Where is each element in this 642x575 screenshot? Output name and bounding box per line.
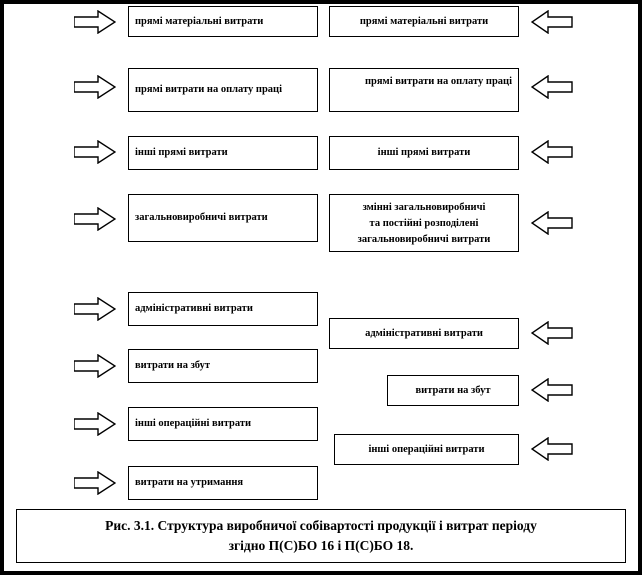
left-box-selling-costs xyxy=(128,349,318,383)
left-box-label: загальновиробничі витрати xyxy=(135,212,268,224)
arrow-right-icon xyxy=(74,412,116,436)
arrow-left-icon xyxy=(531,140,573,164)
arrow-left-icon xyxy=(531,211,573,235)
arrow-right-icon xyxy=(74,297,116,321)
right-box-direct-labor-costs xyxy=(329,68,519,112)
left-box-overhead-costs xyxy=(128,194,318,242)
right-box-label: інші операційні витрати xyxy=(368,443,485,455)
right-box-label: адміністративні витрати xyxy=(365,327,483,339)
left-box-other-direct-costs xyxy=(128,136,318,170)
right-box-variable-and-allocated-overheads xyxy=(329,194,519,252)
arrow-left-icon xyxy=(531,437,573,461)
right-box-other-operating-costs xyxy=(334,434,519,465)
diagram-canvas xyxy=(4,4,638,571)
left-box-label: адміністративні витрати xyxy=(135,303,253,315)
arrow-right-icon xyxy=(74,140,116,164)
left-box-label: прямі матеріальні витрати xyxy=(135,15,264,27)
right-box-label-line2: та постійні розподілені xyxy=(369,217,479,229)
right-box-direct-material-costs xyxy=(329,6,519,37)
right-box-label-line1: змінні загальновиробничі xyxy=(362,202,486,213)
arrow-left-icon xyxy=(531,321,573,345)
arrow-right-icon xyxy=(74,471,116,495)
left-box-label: інші операційні витрати xyxy=(135,418,252,430)
right-box-label-line3: загальновиробничі витрати xyxy=(357,233,491,245)
left-box-maintenance-costs xyxy=(128,466,318,500)
arrow-right-icon xyxy=(74,207,116,231)
right-box-selling-costs xyxy=(387,375,519,406)
left-box-administrative-costs xyxy=(128,292,318,326)
left-box-label: прямі витрати на оплату праці xyxy=(135,84,283,96)
arrow-right-icon xyxy=(74,75,116,99)
arrow-left-icon xyxy=(531,378,573,402)
right-box-label: прямі матеріальні витрати xyxy=(359,15,489,27)
left-box-label: витрати на збут xyxy=(135,360,211,372)
right-box-label: прямі витрати на оплату праці xyxy=(364,76,512,87)
right-box-other-direct-costs xyxy=(329,136,519,170)
arrow-left-icon xyxy=(531,75,573,99)
left-box-other-operating-costs xyxy=(128,407,318,441)
left-box-direct-labor-costs xyxy=(128,68,318,112)
arrow-left-icon xyxy=(531,10,573,34)
left-box-label: витрати на утримання xyxy=(135,477,244,489)
figure-caption xyxy=(16,509,626,563)
right-box-administrative-costs xyxy=(329,318,519,349)
left-box-direct-material-costs xyxy=(128,6,318,37)
caption-line-1: Рис. 3.1. Структура виробничої собівартості продукції і витрат періоду xyxy=(105,518,537,534)
right-box-label: інші прямі витрати xyxy=(377,147,471,159)
arrow-right-icon xyxy=(74,10,116,34)
right-box-label: витрати на збут xyxy=(415,384,491,396)
arrow-right-icon xyxy=(74,354,116,378)
left-box-label: інші прямі витрати xyxy=(135,147,228,159)
caption-line-2: згідно П(С)БО 16 і П(С)БО 18. xyxy=(228,538,414,553)
